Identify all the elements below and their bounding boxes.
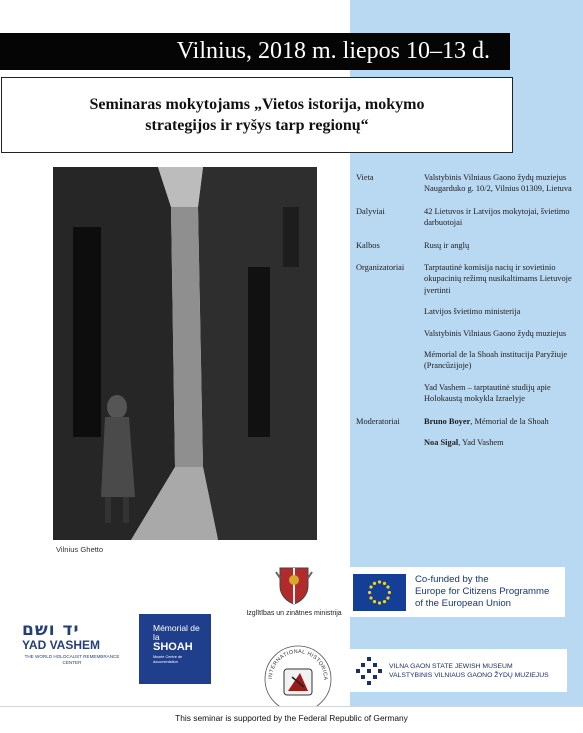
- participants-value: 42 Lietuvos ir Latvijos mokytojai, švietimo darbuotojai: [424, 206, 570, 228]
- photo-caption: Vilnius Ghetto: [56, 545, 104, 554]
- organizer-item: Latvijos švietimo ministerija: [424, 307, 521, 317]
- seminar-subtitle: Seminaras mokytojams „Vietos istorija, mokymo strategijos ir ryšys tarp regionų“: [89, 96, 425, 134]
- eu-line2: Europe for Citizens Programme: [415, 586, 550, 597]
- vilna-gaon-museum-logo: [350, 649, 567, 692]
- location-label: Vieta: [356, 173, 374, 182]
- memorial-shoah-logo: [139, 614, 211, 684]
- participants-label: Dalyviai: [356, 206, 385, 216]
- moderator-item: [424, 416, 580, 427]
- moderator-affiliation: , Yad Vashem: [458, 438, 504, 448]
- eu-line1: Co-funded by the: [415, 574, 489, 585]
- location-value: Valstybinis Vilniaus Gaono žydų muziejus Naugarduko g. 10/2, Vilnius 01309, Lietuva: [424, 173, 572, 194]
- eu-line3: of the European Union: [415, 598, 512, 609]
- moderator-item: [424, 437, 580, 448]
- footer-text: This seminar is supported by the Federal Republic of Germany: [175, 713, 408, 723]
- vilna-line2: VALSTYBINIS VILNIAUS GAONO ŽYDŲ MUZIEJUS: [389, 671, 549, 679]
- memorial-shoah-word: SHOAH: [153, 641, 193, 653]
- eu-cofunded-logo: [348, 567, 565, 617]
- moderator-name: Noa Sigal: [424, 438, 459, 448]
- eu-flag-icon: [353, 574, 406, 611]
- moderator-name: Bruno Boyer: [424, 416, 471, 426]
- moderators-row: [356, 416, 580, 449]
- organizer-item: Valstybinis Vilniaus Gaono žydų muziejus: [424, 328, 567, 338]
- yad-vashem-logo: [22, 620, 122, 680]
- organizers-label: Organizatoriai: [356, 263, 405, 273]
- languages-label: Kalbos: [356, 240, 380, 250]
- participants-row: [356, 206, 580, 229]
- ghetto-photo: [53, 167, 317, 540]
- organizer-item: Mémorial de la Shoah institucija Paryžiuje (Prancūzijoje): [424, 350, 568, 371]
- subtitle-box: [1, 77, 513, 153]
- vilna-line1: VILNA GAON STATE JEWISH MUSEUM: [389, 662, 513, 670]
- seminar-details: [356, 172, 580, 460]
- vilna-gaon-mark-icon: [355, 656, 383, 686]
- moderators-label: Moderatoriai: [356, 416, 400, 426]
- organizers-row: [356, 262, 580, 405]
- yad-vashem-name: YAD VASHEM: [22, 638, 101, 652]
- page-title: Vilnius, 2018 m. liepos 10–13 d.: [0, 33, 510, 70]
- languages-value: Rusų ir anglų: [424, 240, 470, 250]
- yad-vashem-hebrew: יד ושם: [22, 620, 80, 640]
- memorial-title: Mémorial de la: [153, 623, 200, 642]
- memorial-subtitle: Musée Centre de documentation: [153, 655, 183, 664]
- latvia-coat-of-arms-icon: [272, 562, 316, 606]
- moderator-affiliation: , Mémorial de la Shoah: [470, 416, 549, 426]
- latvia-ministry-logo: [245, 562, 343, 619]
- languages-row: [356, 240, 580, 251]
- location-row: [356, 172, 580, 195]
- organizer-item: Yad Vashem – tarptautinė studijų apie Holokaustą mokykla Izraelyje: [424, 382, 551, 404]
- latvia-ministry-caption: Izglītības un zinātnes ministrija: [246, 610, 342, 617]
- yad-vashem-subtitle: THE WORLD HOLOCAUST REMEMBRANCE CENTER: [24, 654, 120, 665]
- international-historical-commission-logo: [262, 643, 334, 715]
- ihc-name: INTERNATIONAL HISTORICA: [267, 648, 329, 681]
- organizer-item: Tarptautinė komisija nacių ir sovietinio okupacinių režimų nusikaltimams Lietuvoje įvertinti: [424, 263, 572, 295]
